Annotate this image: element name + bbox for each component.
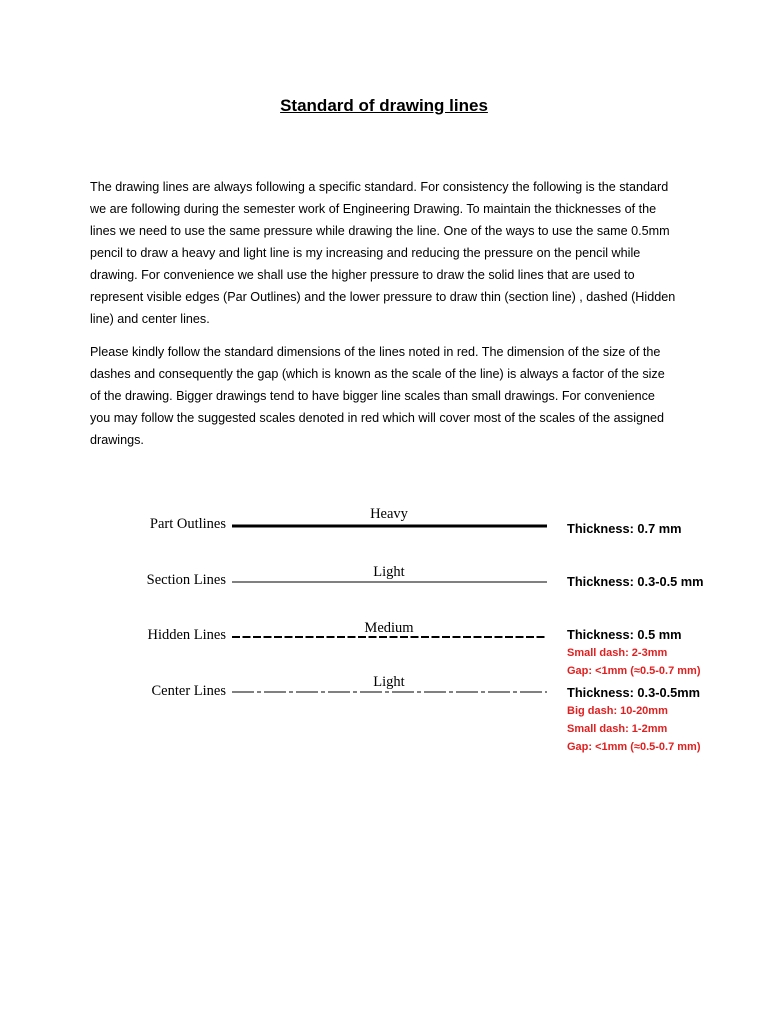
line-sample-part-outlines <box>232 523 547 529</box>
line-label: Section Lines <box>146 572 226 588</box>
red-note: Gap: <1mm (≈0.5-0.7 mm) <box>567 741 701 753</box>
line-weight-label: Light <box>373 564 405 580</box>
line-row-hidden-lines <box>0 619 768 677</box>
line-weight-label: Heavy <box>370 506 408 522</box>
line-sample-section-lines <box>232 579 547 585</box>
paragraph-dimensions: Please kindly follow the standard dimensions of the lines noted in red. The dimension of the size of the dashes and consequently the gap (which is known as the scale of the line) is always a factor of the size of the drawing. Bigger drawings tend to have bigger line scales than small drawings. For convenience you may follow the suggested scales denoted in red which will cover most of the scales of the assigned drawings. <box>90 345 665 447</box>
line-sample-hidden-lines <box>232 634 547 640</box>
thickness-text: Thickness: 0.7 mm <box>567 521 682 536</box>
page-title: Standard of drawing lines <box>280 96 488 115</box>
thickness-text: Thickness: 0.5 mm <box>567 627 682 642</box>
line-spec <box>567 684 701 756</box>
red-note: Small dash: 2-3mm <box>567 647 668 659</box>
line-row-part-outlines <box>0 506 768 546</box>
line-spec <box>567 573 704 591</box>
line-row-center-lines <box>0 674 768 753</box>
thickness-text: Thickness: 0.3-0.5mm <box>567 685 701 700</box>
line-label: Hidden Lines <box>147 627 226 643</box>
line-row-section-lines <box>0 563 768 603</box>
line-spec <box>567 520 682 538</box>
red-note: Gap: <1mm (≈0.5-0.7 mm) <box>567 665 701 677</box>
line-weight-label: Medium <box>364 620 414 636</box>
red-note: Small dash: 1-2mm <box>567 723 668 735</box>
line-label: Center Lines <box>151 683 226 699</box>
line-weight-label: Light <box>373 674 405 690</box>
paragraph-intro: The drawing lines are always following a specific standard. For consistency the following is the standard we are following during the semester work of Engineering Drawing. To maintain the thicknesses of the lines we need to use the same pressure while drawing the line. One of the ways to use the same 0.5mm pencil to draw a heavy and light line is my increasing and reducing the pressure on the pencil while drawing. For convenience we shall use the higher pressure to draw the solid lines that are used to represent visible edges (Par Outlines) and the lower pressure to draw thin (section line) , dashed (Hidden line) and center lines. <box>90 180 676 326</box>
thickness-text: Thickness: 0.3-0.5 mm <box>567 574 704 589</box>
line-label: Part Outlines <box>149 516 226 532</box>
red-note: Big dash: 10-20mm <box>567 705 668 717</box>
line-spec <box>567 626 701 680</box>
line-sample-center-lines <box>232 689 547 695</box>
